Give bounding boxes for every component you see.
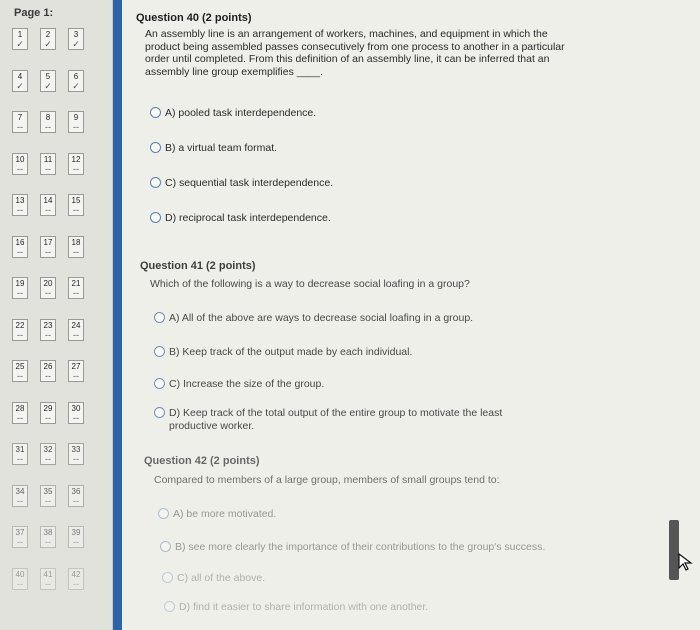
question-nav-button-27[interactable] — [68, 360, 84, 382]
question-nav-button-4[interactable] — [12, 70, 28, 92]
answered-check-icon: ✓ — [44, 80, 52, 91]
question-nav-button-42[interactable] — [68, 568, 84, 590]
option-label: D) Keep track of the total output of the entire group to motivate the least productive worker. — [169, 407, 503, 432]
unanswered-mark: -- — [45, 163, 51, 174]
unanswered-mark: -- — [45, 122, 51, 132]
unanswered-mark: -- — [45, 537, 51, 547]
unanswered-mark: -- — [17, 371, 23, 381]
nav-number: 42 — [71, 569, 81, 579]
nav-number: 30 — [71, 403, 81, 413]
q40-option-b[interactable] — [150, 142, 277, 155]
question-nav-button-6[interactable] — [68, 70, 84, 92]
question-nav-button-40[interactable] — [12, 568, 28, 590]
answered-check-icon: ✓ — [72, 39, 80, 49]
radio-button[interactable] — [150, 107, 161, 118]
option-label: B) a virtual team format. — [165, 142, 278, 154]
nav-number: 17 — [43, 237, 53, 247]
nav-number: 2 — [45, 30, 51, 39]
option-label: B) Keep track of the output made by each individual. — [169, 346, 413, 358]
unanswered-mark: -- — [45, 412, 51, 423]
nav-number: 28 — [15, 403, 25, 413]
unanswered-mark: -- — [45, 246, 51, 257]
q40-option-c[interactable] — [150, 177, 333, 190]
q42-option-c[interactable] — [162, 572, 265, 585]
radio-button[interactable] — [162, 572, 173, 583]
question-nav-button-30[interactable] — [68, 402, 84, 424]
question-nav-button-31[interactable] — [12, 443, 28, 465]
unanswered-mark: -- — [73, 412, 79, 423]
questions-pane — [122, 0, 700, 630]
nav-number: 33 — [71, 445, 81, 454]
nav-number: 10 — [15, 154, 25, 164]
unanswered-mark: -- — [17, 205, 23, 215]
question-nav-button-34[interactable] — [12, 485, 28, 507]
question-nav-button-24[interactable] — [68, 319, 84, 341]
unanswered-mark: -- — [17, 454, 23, 464]
option-label: A) All of the above are ways to decrease social loafing in a group. — [169, 312, 474, 324]
question-nav-button-29[interactable] — [40, 402, 56, 424]
unanswered-mark: -- — [17, 537, 23, 547]
answered-check-icon: ✓ — [44, 39, 52, 49]
unanswered-mark: -- — [73, 163, 79, 174]
question-nav-button-26[interactable] — [40, 360, 56, 382]
unanswered-mark: -- — [73, 246, 79, 257]
nav-number: 39 — [71, 528, 81, 537]
question-nav-button-10[interactable] — [12, 153, 28, 175]
answered-check-icon: ✓ — [16, 39, 24, 49]
question-40-title: Question 40 (2 points) — [136, 12, 252, 24]
nav-number: 11 — [43, 154, 53, 164]
question-nav-button-12[interactable] — [68, 153, 84, 175]
nav-number: 27 — [71, 362, 81, 371]
q42-option-b[interactable] — [160, 541, 545, 554]
nav-number: 24 — [71, 320, 81, 330]
question-nav-button-41[interactable] — [40, 568, 56, 590]
nav-number: 4 — [17, 71, 23, 81]
question-nav-button-39[interactable] — [68, 526, 84, 548]
question-40-text: An assembly line is an arrangement of workers, machines, and equipment in which the product being assembled passes consecutively from one process to another in a particular order until completed. From this definition of an assembly line, it can be inferred that an assembly line group exemplifies ____. — [145, 28, 565, 78]
option-label: C) Increase the size of the group. — [169, 378, 325, 390]
nav-number: 9 — [73, 113, 79, 122]
unanswered-mark: -- — [17, 288, 23, 298]
question-nav-button-28[interactable] — [12, 402, 28, 424]
unanswered-mark: -- — [73, 122, 79, 132]
q42-option-a[interactable] — [158, 508, 276, 521]
unanswered-mark: -- — [73, 329, 79, 340]
question-nav-button-36[interactable] — [68, 485, 84, 507]
nav-number: 19 — [15, 279, 25, 288]
nav-number: 22 — [15, 320, 25, 330]
option-label: D) reciprocal task interdependence. — [165, 212, 331, 224]
question-nav-button-19[interactable] — [12, 277, 28, 299]
question-nav-button-18[interactable] — [68, 236, 84, 258]
nav-number: 38 — [43, 528, 53, 537]
unanswered-mark: -- — [17, 329, 23, 340]
question-nav-button-7[interactable] — [12, 111, 28, 133]
nav-number: 35 — [43, 486, 53, 496]
question-nav-button-37[interactable] — [12, 526, 28, 548]
option-label: A) be more motivated. — [173, 508, 277, 520]
q41-option-a[interactable] — [154, 312, 473, 325]
q41-option-b[interactable] — [154, 346, 412, 359]
question-41-title: Question 41 (2 points) — [140, 260, 256, 272]
unanswered-mark: -- — [73, 371, 79, 381]
question-nav-button-23[interactable] — [40, 319, 56, 341]
unanswered-mark: -- — [17, 495, 23, 506]
question-nav-button-25[interactable] — [12, 360, 28, 382]
unanswered-mark: -- — [73, 495, 79, 506]
unanswered-mark: -- — [73, 537, 79, 547]
question-nav-button-5[interactable] — [40, 70, 56, 92]
unanswered-mark: -- — [45, 288, 51, 298]
question-nav-button-13[interactable] — [12, 194, 28, 216]
nav-number: 6 — [73, 71, 79, 81]
unanswered-mark: -- — [45, 205, 51, 215]
question-nav-button-21[interactable] — [68, 277, 84, 299]
nav-number: 14 — [43, 196, 53, 205]
radio-button[interactable] — [164, 601, 175, 612]
radio-button[interactable] — [150, 177, 161, 188]
nav-number: 21 — [71, 279, 81, 288]
unanswered-mark: -- — [17, 578, 23, 589]
question-nav-button-35[interactable] — [40, 485, 56, 507]
q41-option-c[interactable] — [154, 378, 324, 391]
unanswered-mark: -- — [73, 454, 79, 464]
question-navigator — [0, 0, 113, 630]
radio-button[interactable] — [150, 212, 161, 223]
radio-button[interactable] — [150, 142, 161, 153]
option-label: A) pooled task interdependence. — [165, 107, 317, 119]
nav-number: 31 — [15, 445, 25, 454]
nav-number: 23 — [43, 320, 53, 330]
nav-number: 26 — [43, 362, 53, 371]
nav-number: 15 — [71, 196, 81, 205]
question-nav-button-17[interactable] — [40, 236, 56, 258]
nav-number: 16 — [15, 237, 25, 247]
question-42-text: Compared to members of a large group, members of small groups tend to: — [154, 474, 500, 486]
unanswered-mark: -- — [45, 329, 51, 340]
unanswered-mark: -- — [45, 578, 51, 589]
unanswered-mark: -- — [73, 288, 79, 298]
radio-button[interactable] — [154, 378, 165, 389]
q40-option-d[interactable] — [150, 212, 331, 225]
unanswered-mark: -- — [45, 495, 51, 506]
question-nav-button-22[interactable] — [12, 319, 28, 341]
unanswered-mark: -- — [17, 246, 23, 257]
q42-option-d[interactable] — [164, 601, 428, 614]
nav-number: 3 — [73, 30, 79, 39]
mouse-pointer-icon — [677, 552, 695, 572]
nav-number: 20 — [43, 279, 53, 288]
question-nav-button-2[interactable] — [40, 28, 56, 50]
nav-number: 40 — [15, 569, 25, 579]
unanswered-mark: -- — [45, 371, 51, 381]
unanswered-mark: -- — [17, 412, 23, 423]
option-label: B) see more clearly the importance of their contributions to the group's success. — [175, 541, 546, 553]
unanswered-mark: -- — [17, 163, 23, 174]
radio-button[interactable] — [154, 346, 165, 357]
radio-button[interactable] — [158, 508, 169, 519]
nav-number: 41 — [43, 569, 53, 579]
unanswered-mark: -- — [45, 454, 51, 464]
nav-number: 8 — [45, 113, 51, 122]
unanswered-mark: -- — [73, 205, 79, 215]
question-nav-button-3[interactable] — [68, 28, 84, 50]
page-label: Page 1: — [14, 7, 54, 19]
q40-option-a[interactable] — [150, 107, 316, 120]
question-nav-button-32[interactable] — [40, 443, 56, 465]
answered-check-icon: ✓ — [16, 80, 24, 91]
option-label: C) sequential task interdependence. — [165, 177, 334, 189]
nav-number: 5 — [45, 71, 51, 81]
nav-number: 13 — [15, 196, 25, 205]
radio-button[interactable] — [154, 312, 165, 323]
unanswered-mark: -- — [17, 122, 23, 132]
question-nav-button-38[interactable] — [40, 526, 56, 548]
question-nav-button-9[interactable] — [68, 111, 84, 133]
question-42-title: Question 42 (2 points) — [144, 455, 260, 467]
nav-number: 36 — [71, 486, 81, 496]
question-nav-button-20[interactable] — [40, 277, 56, 299]
nav-number: 37 — [15, 528, 25, 537]
question-41-text: Which of the following is a way to decrease social loafing in a group? — [150, 278, 470, 290]
question-nav-button-8[interactable] — [40, 111, 56, 133]
nav-number: 18 — [71, 237, 81, 247]
question-nav-button-14[interactable] — [40, 194, 56, 216]
option-label: C) all of the above. — [177, 572, 266, 584]
nav-number: 12 — [71, 154, 81, 164]
accent-bar — [113, 0, 122, 630]
radio-button[interactable] — [154, 407, 165, 418]
unanswered-mark: -- — [73, 578, 79, 589]
question-nav-button-16[interactable] — [12, 236, 28, 258]
nav-number: 34 — [15, 486, 25, 496]
radio-button[interactable] — [160, 541, 171, 552]
question-nav-button-11[interactable] — [40, 153, 56, 175]
nav-number: 1 — [17, 30, 23, 39]
nav-number: 7 — [17, 113, 23, 122]
option-label: D) find it easier to share information with one another. — [179, 601, 429, 613]
nav-number: 32 — [43, 445, 53, 454]
question-nav-button-33[interactable] — [68, 443, 84, 465]
question-nav-button-1[interactable] — [12, 28, 28, 50]
answered-check-icon: ✓ — [72, 80, 80, 91]
nav-number: 29 — [43, 403, 53, 413]
question-nav-button-15[interactable] — [68, 194, 84, 216]
q41-option-d[interactable] — [154, 407, 534, 432]
nav-number: 25 — [15, 362, 25, 371]
